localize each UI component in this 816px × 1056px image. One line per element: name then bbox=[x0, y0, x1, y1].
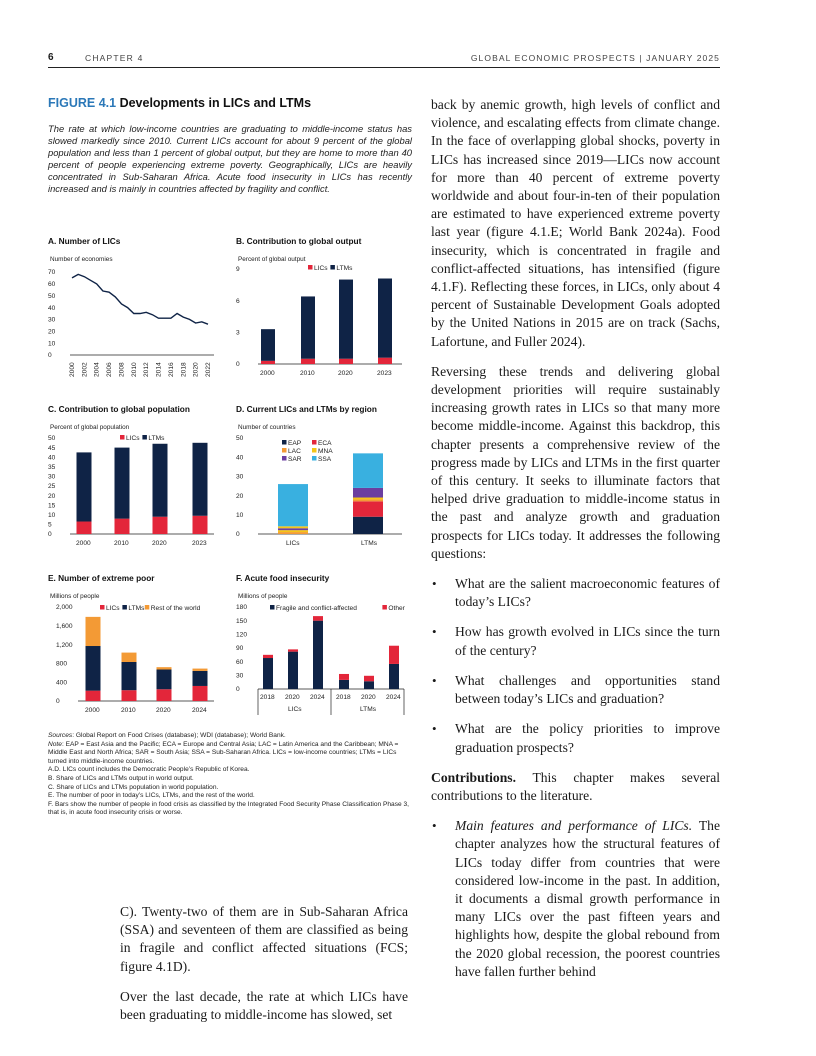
panel-f-unit: Millions of people bbox=[238, 593, 288, 600]
panel-a bbox=[48, 236, 228, 386]
bullet-text: What challenges and opportunities stand between today’s LICs and graduation? bbox=[455, 672, 720, 707]
x-tick-label: 2023 bbox=[377, 370, 392, 377]
legend-label: MNA bbox=[318, 448, 333, 455]
legend-swatch bbox=[282, 448, 287, 453]
bar-segment bbox=[261, 361, 275, 364]
y-tick-label: 15 bbox=[48, 502, 56, 510]
y-tick-label: 0 bbox=[48, 352, 52, 360]
x-tick-label: 2000 bbox=[76, 540, 91, 547]
legend-swatch bbox=[142, 435, 147, 440]
bar-segment bbox=[301, 359, 315, 364]
y-tick-label: 60 bbox=[236, 658, 244, 666]
x-tick-label: 2020 bbox=[192, 362, 200, 377]
bar-segment bbox=[77, 522, 92, 534]
figure-caption: The rate at which low-income countries are graduating to middle-income status has slowed markedly since 2010. Current LICs account for about 9 percent of the global population and less than 1 percent of global output, but they are home to more than 40 percent of people experiencing extreme poverty. Geographically, LICs are heavily concentrated in Sub-Saharan Africa. Acute food insecurity in LICs has recently increased and is mainly in countries affected by fragility and conflict. bbox=[48, 123, 412, 194]
bullet-text: What are the policy priorities to improve graduation prospects? bbox=[455, 721, 720, 755]
legend-swatch bbox=[312, 456, 317, 461]
note-text: : EAP = East Asia and the Pacific; ECA = Europe and Central Asia; LAC = Latin America and the Caribbean; MNA = Middle East and North Africa; SAR = South Asia; SSA = Sub-Saharan Africa. LICs = low-income countries; LTMs = LICs turned into middle-income countries. bbox=[48, 740, 399, 765]
legend-swatch bbox=[382, 605, 387, 610]
bar-segment bbox=[278, 528, 308, 530]
body-paragraph: Over the last decade, the rate at which LICs have been graduating to middle-income has slowed, set bbox=[120, 988, 408, 1023]
bar-segment bbox=[157, 670, 172, 690]
y-tick-label: 20 bbox=[48, 328, 56, 336]
y-tick-label: 5 bbox=[48, 521, 52, 529]
note-b: B. Share of LICs and LTMs output in world output. bbox=[48, 774, 194, 782]
sources-label: Sources bbox=[48, 732, 73, 739]
bar-segment bbox=[153, 444, 168, 517]
bar-segment bbox=[153, 517, 168, 534]
x-tick-label: 2010 bbox=[130, 362, 138, 377]
y-tick-label: 400 bbox=[56, 679, 68, 687]
note-e: E. The number of poor in today’s LICs, LTMs, and the rest of the world. bbox=[48, 792, 255, 800]
group-label: LICs bbox=[288, 706, 302, 713]
legend-label: Other bbox=[388, 605, 405, 612]
bar-segment bbox=[389, 664, 399, 689]
page-number: 6 bbox=[48, 52, 54, 63]
legend-label: LICs bbox=[314, 265, 328, 272]
x-tick-label: LTMs bbox=[361, 540, 377, 547]
bar-segment bbox=[115, 519, 130, 534]
bar-segment bbox=[86, 617, 101, 646]
x-tick-label: 2002 bbox=[81, 362, 89, 377]
bar-segment bbox=[261, 329, 275, 361]
y-tick-label: 10 bbox=[48, 340, 56, 348]
sources-text: : Global Report on Food Crises (database); WDI (database); World Bank. bbox=[72, 732, 286, 739]
panel-e bbox=[48, 573, 228, 723]
panel-b-chart bbox=[236, 236, 412, 386]
bar-segment bbox=[193, 669, 208, 671]
bar-segment bbox=[86, 646, 101, 691]
bullet-text: What are the salient macroeconomic features of today’s LICs? bbox=[455, 576, 720, 610]
panel-a-unit: Number of economies bbox=[50, 256, 113, 263]
x-tick-label: 2020 bbox=[156, 707, 171, 714]
bar-segment bbox=[353, 499, 383, 501]
bar-segment bbox=[122, 653, 137, 662]
y-tick-label: 0 bbox=[236, 686, 240, 694]
note-c: C. Share of LICs and LTMs population in world population. bbox=[48, 783, 219, 791]
bullet-text: How has growth evolved in LICs since the turn of the century? bbox=[455, 624, 720, 658]
legend-swatch bbox=[330, 265, 335, 270]
panel-d-chart bbox=[236, 404, 412, 552]
x-tick-label: 2006 bbox=[106, 362, 114, 377]
y-tick-label: 9 bbox=[236, 266, 240, 274]
bullet-dot-icon: • bbox=[432, 818, 437, 834]
y-tick-label: 40 bbox=[236, 454, 244, 462]
bar-segment bbox=[193, 516, 208, 534]
panel-e-title: E. Number of extreme poor bbox=[48, 573, 155, 583]
bar-segment bbox=[364, 681, 374, 689]
body-paragraph: C). Twenty-two of them are in Sub-Saharan Africa (SSA) and seventeen of them are classified as being in fragile and conflict affected situations (FCS; figure 4.1D). bbox=[120, 904, 408, 974]
question-bullet bbox=[431, 623, 720, 659]
y-tick-label: 0 bbox=[236, 361, 240, 369]
bar-segment bbox=[278, 530, 308, 532]
y-tick-label: 50 bbox=[48, 435, 56, 443]
y-tick-label: 1,600 bbox=[56, 623, 73, 630]
y-tick-label: 90 bbox=[236, 645, 244, 653]
body-left-column bbox=[120, 903, 408, 1036]
x-tick-label: 2010 bbox=[114, 540, 129, 547]
legend-swatch bbox=[120, 435, 125, 440]
bullet-dot-icon: • bbox=[432, 721, 437, 737]
bar-segment bbox=[288, 652, 298, 689]
x-tick-label: 2024 bbox=[192, 707, 207, 714]
panel-d-unit: Number of countries bbox=[238, 424, 296, 431]
bar-segment bbox=[157, 689, 172, 701]
contribution-bullet bbox=[431, 817, 720, 981]
x-tick-label: 2014 bbox=[155, 362, 163, 377]
panel-f bbox=[236, 573, 412, 723]
body-paragraph: back by anemic growth, high levels of conflict and violence, and escalating effects from climate change. In the face of overlapping global shocks, poverty in LICs has increased since 2019—LICs now account for more than 40 percent of extreme poverty worldwide and about four-in-ten of their population are estimated to have experienced extreme poverty last year (figure 4.1.E; World Bank 2024a). Food insecurity, which is concentrated in fragile and conflict-affected situations, has intensified (figure 4.1.F). Reflecting these forces, in LICs, only about 4 percent of Sustainable Development Goals adopted by the United Nations in 2015 are on track (Sachs, Lafortune, and Fuller 2024). bbox=[431, 97, 720, 349]
contributions-text: This chapter makes several contributions to the literature. bbox=[431, 769, 720, 803]
y-tick-label: 50 bbox=[48, 292, 56, 300]
bar-segment bbox=[364, 676, 374, 681]
y-tick-label: 3 bbox=[236, 329, 240, 337]
y-tick-label: 1,200 bbox=[56, 641, 73, 649]
panel-f-title: F. Acute food insecurity bbox=[236, 573, 330, 583]
note-line bbox=[48, 741, 412, 767]
bar-segment bbox=[353, 488, 383, 498]
bar-segment bbox=[353, 501, 383, 516]
bar-segment bbox=[313, 621, 323, 689]
group-label: LTMs bbox=[360, 706, 376, 713]
bar-segment bbox=[353, 498, 383, 500]
bar-segment bbox=[77, 452, 92, 521]
bullet-dot-icon: • bbox=[432, 672, 437, 688]
publication-title: GLOBAL ECONOMIC PROSPECTS | JANUARY 2025 bbox=[470, 53, 720, 63]
legend-swatch bbox=[282, 456, 287, 461]
x-tick-label: 2016 bbox=[167, 362, 175, 377]
bar-segment bbox=[339, 280, 353, 359]
panel-d bbox=[236, 404, 412, 552]
panel-a-title: A. Number of LICs bbox=[48, 236, 121, 246]
x-tick-label: 2018 bbox=[260, 694, 275, 701]
header-rule bbox=[48, 67, 720, 68]
figure-title-text: Developments in LICs and LTMs bbox=[119, 96, 312, 110]
panel-b bbox=[236, 236, 412, 386]
x-tick-label: 2022 bbox=[205, 362, 212, 377]
y-tick-label: 120 bbox=[236, 631, 248, 639]
panel-e-chart bbox=[48, 573, 228, 723]
legend-label: LICs bbox=[126, 435, 140, 442]
y-tick-label: 25 bbox=[48, 483, 56, 491]
main-features-lead: Main features and performance of LICs. bbox=[455, 818, 693, 834]
y-tick-label: 6 bbox=[236, 297, 240, 305]
panel-c-unit: Percent of global population bbox=[50, 424, 130, 431]
x-tick-label: 2010 bbox=[121, 707, 136, 714]
x-tick-label: 2012 bbox=[143, 362, 151, 377]
legend-label: SSA bbox=[318, 456, 332, 463]
x-tick-label: 2023 bbox=[192, 540, 207, 547]
x-tick-label: 2010 bbox=[300, 370, 315, 377]
note-f: F. Bars show the number of people in food crisis as classified by the Integrated Food Security Phase Classification Phase 3, that is, in acute food insecurity crisis or worse. bbox=[48, 800, 410, 817]
bar-segment bbox=[339, 680, 349, 689]
y-tick-label: 10 bbox=[236, 512, 244, 519]
bullet-dot-icon: • bbox=[432, 624, 437, 640]
bar-segment bbox=[339, 359, 353, 364]
chapter-label: CHAPTER 4 bbox=[85, 53, 144, 63]
y-tick-label: 20 bbox=[48, 492, 56, 500]
legend-label: Fragile and conflict-affected bbox=[276, 605, 357, 612]
x-tick-label: LICs bbox=[286, 540, 300, 547]
legend-label: LAC bbox=[288, 448, 301, 455]
legend-swatch bbox=[312, 440, 317, 445]
y-tick-label: 45 bbox=[48, 444, 56, 452]
y-tick-label: 30 bbox=[236, 672, 244, 680]
note-ad: A.D. LICs count includes the Democratic People’s Republic of Korea. bbox=[48, 766, 250, 774]
y-tick-label: 30 bbox=[48, 316, 56, 324]
bar-segment bbox=[193, 686, 208, 701]
y-tick-label: 35 bbox=[48, 464, 56, 471]
legend-label: LICs bbox=[106, 605, 120, 612]
question-bullet bbox=[431, 672, 720, 708]
figure-title bbox=[48, 96, 412, 110]
x-tick-label: 2008 bbox=[118, 362, 126, 377]
body-right-column bbox=[431, 96, 720, 993]
x-tick-label: 2024 bbox=[386, 694, 401, 701]
legend-label: LTMs bbox=[128, 605, 145, 612]
legend-swatch bbox=[145, 605, 150, 610]
note-label: Note bbox=[48, 740, 62, 748]
panel-e-unit: Millions of people bbox=[50, 593, 100, 600]
legend-label: LTMs bbox=[336, 265, 353, 272]
y-tick-label: 20 bbox=[236, 492, 244, 500]
main-features-text: The chapter analyzes how the structural features of LICs today differ from countries that were considered low-income in the past. In addition, it documents a dismal growth performance in many LICs over the past fifteen years and highlights how, despite the global rebound from the 2020 global recession, the poorest countries have fallen further behind bbox=[455, 818, 720, 979]
question-bullet bbox=[431, 720, 720, 756]
legend-swatch bbox=[270, 605, 275, 610]
x-tick-label: 2020 bbox=[361, 694, 376, 701]
x-tick-label: 2020 bbox=[152, 540, 167, 547]
x-tick-label: 2000 bbox=[69, 362, 76, 377]
bar-segment bbox=[263, 655, 273, 658]
bar-segment bbox=[378, 279, 392, 358]
panel-f-chart bbox=[236, 573, 412, 723]
legend-label: EAP bbox=[288, 440, 302, 447]
bar-segment bbox=[301, 296, 315, 358]
x-tick-label: 2018 bbox=[180, 362, 188, 377]
bar-segment bbox=[278, 484, 308, 526]
bar-segment bbox=[278, 532, 308, 534]
x-tick-label: 2000 bbox=[260, 370, 275, 377]
panel-a-chart bbox=[48, 236, 228, 386]
contributions-paragraph bbox=[431, 769, 720, 805]
bar-segment bbox=[193, 443, 208, 516]
question-bullet bbox=[431, 575, 720, 611]
bar-segment bbox=[313, 616, 323, 621]
y-tick-label: 0 bbox=[56, 698, 60, 706]
bar-segment bbox=[353, 453, 383, 488]
bar-segment bbox=[115, 448, 130, 519]
figure-notes bbox=[48, 732, 412, 818]
y-tick-label: 150 bbox=[236, 617, 248, 625]
bar-segment bbox=[353, 517, 383, 534]
bar-segment bbox=[122, 662, 137, 690]
y-tick-label: 50 bbox=[236, 435, 244, 443]
legend-swatch bbox=[308, 265, 313, 270]
bar-segment bbox=[339, 674, 349, 680]
x-tick-label: 2020 bbox=[338, 370, 353, 377]
series-line-lics bbox=[72, 274, 208, 324]
y-tick-label: 30 bbox=[48, 473, 56, 481]
panel-c-chart bbox=[48, 404, 228, 552]
bar-segment bbox=[193, 671, 208, 686]
x-tick-label: 2000 bbox=[85, 707, 100, 714]
page-header bbox=[48, 52, 720, 68]
legend-label: SAR bbox=[288, 456, 302, 463]
bar-segment bbox=[378, 358, 392, 364]
bar-segment bbox=[278, 526, 308, 528]
bar-segment bbox=[288, 649, 298, 651]
y-tick-label: 180 bbox=[236, 604, 248, 612]
bar-segment bbox=[263, 658, 273, 689]
y-tick-label: 2,000 bbox=[56, 604, 73, 612]
panel-b-unit: Percent of global output bbox=[238, 256, 306, 263]
bar-segment bbox=[122, 690, 137, 701]
x-tick-label: 2004 bbox=[93, 362, 101, 377]
contributions-lead: Contributions. bbox=[431, 769, 516, 785]
panel-c-title: C. Contribution to global population bbox=[48, 404, 190, 414]
legend-swatch bbox=[312, 448, 317, 453]
panel-b-title: B. Contribution to global output bbox=[236, 236, 362, 246]
y-tick-label: 800 bbox=[56, 660, 68, 668]
x-tick-label: 2024 bbox=[310, 694, 325, 701]
bar-segment bbox=[389, 646, 399, 664]
x-tick-label: 2020 bbox=[285, 694, 300, 701]
legend-swatch bbox=[122, 605, 127, 610]
bar-segment bbox=[157, 667, 172, 669]
y-tick-label: 40 bbox=[48, 304, 56, 312]
x-tick-label: 2018 bbox=[336, 694, 351, 701]
legend-swatch bbox=[282, 440, 287, 445]
y-tick-label: 40 bbox=[48, 454, 56, 462]
sources-line bbox=[48, 732, 412, 741]
legend-label: ECA bbox=[318, 440, 332, 447]
y-tick-label: 10 bbox=[48, 512, 56, 519]
legend-label: Rest of the world bbox=[150, 605, 201, 612]
legend-swatch bbox=[100, 605, 105, 610]
panel-c bbox=[48, 404, 228, 552]
y-tick-label: 70 bbox=[48, 269, 56, 277]
y-tick-label: 0 bbox=[48, 531, 52, 539]
bar-segment bbox=[86, 691, 101, 701]
legend-label: LTMs bbox=[148, 435, 165, 442]
y-tick-label: 30 bbox=[236, 473, 244, 481]
y-tick-label: 0 bbox=[236, 531, 240, 539]
figure-block bbox=[48, 96, 412, 195]
y-tick-label: 60 bbox=[48, 281, 56, 289]
bullet-dot-icon: • bbox=[432, 576, 437, 592]
figure-number: FIGURE 4.1 bbox=[48, 96, 117, 110]
panel-d-title: D. Current LICs and LTMs by region bbox=[236, 404, 377, 414]
body-paragraph: Reversing these trends and delivering global development priorities will require sustainably increasing growth rates in LICs so that many more become middle-income. Against this backdrop, this chapter presents a comprehensive review of the progress made by LICs and LTMs in the first quarter of this century. It seeks to illuminate factors that helped drive graduation to middle-income status in the past and analyze growth and graduation prospects for LICs today. It addresses the following questions: bbox=[431, 363, 720, 561]
